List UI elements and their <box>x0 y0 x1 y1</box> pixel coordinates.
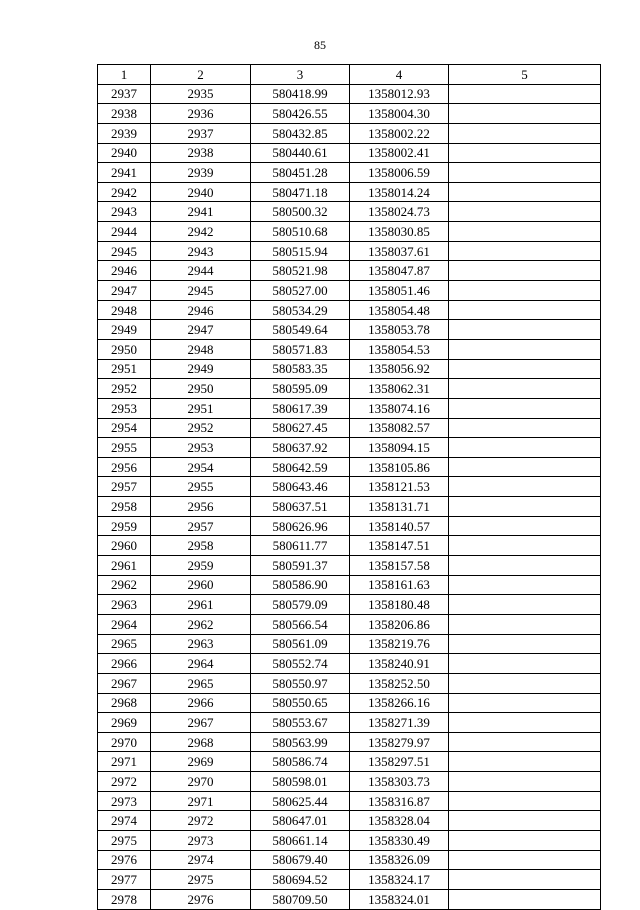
table-cell-col-3: 580694.52 <box>251 870 350 890</box>
table-cell-col-3: 580426.55 <box>251 104 350 124</box>
table-cell-col-2: 2962 <box>151 614 251 634</box>
table-body <box>98 84 601 909</box>
table-cell-col-1: 2958 <box>98 497 151 517</box>
table-cell-col-5 <box>449 202 601 222</box>
table-cell-col-4: 1358056.92 <box>350 359 449 379</box>
table-cell-col-3: 580586.90 <box>251 575 350 595</box>
table-cell-col-2: 2944 <box>151 261 251 281</box>
table-cell-col-4: 1358002.22 <box>350 123 449 143</box>
table-row <box>98 595 601 615</box>
table-row <box>98 536 601 556</box>
table-row <box>98 300 601 320</box>
table-cell-col-1: 2967 <box>98 673 151 693</box>
table-row <box>98 261 601 281</box>
table-cell-col-1: 2960 <box>98 536 151 556</box>
table-cell-col-4: 1358161.63 <box>350 575 449 595</box>
table-cell-col-1: 2968 <box>98 693 151 713</box>
table-cell-col-4: 1358002.41 <box>350 143 449 163</box>
table-cell-col-4: 1358006.59 <box>350 163 449 183</box>
table-cell-col-4: 1358303.73 <box>350 772 449 792</box>
table-cell-col-5 <box>449 732 601 752</box>
table-cell-col-5 <box>449 320 601 340</box>
table-cell-col-3: 580563.99 <box>251 732 350 752</box>
table-cell-col-2: 2946 <box>151 300 251 320</box>
table-cell-col-4: 1358074.16 <box>350 398 449 418</box>
coordinates-table <box>97 64 601 910</box>
table-cell-col-4: 1358328.04 <box>350 811 449 831</box>
table-row <box>98 556 601 576</box>
table-cell-col-3: 580595.09 <box>251 379 350 399</box>
table-cell-col-5 <box>449 556 601 576</box>
table-cell-col-3: 580611.77 <box>251 536 350 556</box>
column-header-4: 4 <box>350 65 449 85</box>
table-cell-col-1: 2964 <box>98 614 151 634</box>
table-cell-col-2: 2945 <box>151 281 251 301</box>
table-cell-col-3: 580432.85 <box>251 123 350 143</box>
table-row <box>98 516 601 536</box>
table-cell-col-2: 2967 <box>151 713 251 733</box>
table-cell-col-3: 580566.54 <box>251 614 350 634</box>
table-cell-col-5 <box>449 477 601 497</box>
table-cell-col-3: 580637.92 <box>251 438 350 458</box>
table-cell-col-1: 2955 <box>98 438 151 458</box>
table-cell-col-3: 580549.64 <box>251 320 350 340</box>
table-cell-col-3: 580550.97 <box>251 673 350 693</box>
table-cell-col-4: 1358316.87 <box>350 791 449 811</box>
table-cell-col-1: 2971 <box>98 752 151 772</box>
table-cell-col-2: 2937 <box>151 123 251 143</box>
table-cell-col-5 <box>449 104 601 124</box>
table-cell-col-5 <box>449 575 601 595</box>
table-cell-col-3: 580510.68 <box>251 222 350 242</box>
table-cell-col-2: 2961 <box>151 595 251 615</box>
table-cell-col-1: 2962 <box>98 575 151 595</box>
table-cell-col-3: 580647.01 <box>251 811 350 831</box>
table-row <box>98 497 601 517</box>
table-cell-col-5 <box>449 143 601 163</box>
table-cell-col-1: 2940 <box>98 143 151 163</box>
table-cell-col-5 <box>449 457 601 477</box>
table-cell-col-3: 580553.67 <box>251 713 350 733</box>
table-cell-col-3: 580440.61 <box>251 143 350 163</box>
table-row <box>98 870 601 890</box>
table-cell-col-4: 1358131.71 <box>350 497 449 517</box>
table-cell-col-3: 580643.46 <box>251 477 350 497</box>
table-row <box>98 693 601 713</box>
table-cell-col-1: 2973 <box>98 791 151 811</box>
table-cell-col-2: 2953 <box>151 438 251 458</box>
table-cell-col-2: 2957 <box>151 516 251 536</box>
table-cell-col-3: 580550.65 <box>251 693 350 713</box>
table-cell-col-4: 1358271.39 <box>350 713 449 733</box>
table-row <box>98 457 601 477</box>
table-cell-col-4: 1358014.24 <box>350 182 449 202</box>
table-row <box>98 477 601 497</box>
table-row <box>98 359 601 379</box>
table-cell-col-4: 1358240.91 <box>350 654 449 674</box>
table-cell-col-2: 2948 <box>151 339 251 359</box>
table-cell-col-2: 2954 <box>151 457 251 477</box>
table-row <box>98 143 601 163</box>
table-row <box>98 889 601 909</box>
table-cell-col-3: 580527.00 <box>251 281 350 301</box>
table-cell-col-5 <box>449 418 601 438</box>
table-row <box>98 850 601 870</box>
table-cell-col-1: 2963 <box>98 595 151 615</box>
table-cell-col-2: 2971 <box>151 791 251 811</box>
table-cell-col-3: 580515.94 <box>251 241 350 261</box>
table-cell-col-1: 2939 <box>98 123 151 143</box>
table-cell-col-4: 1358330.49 <box>350 830 449 850</box>
table-cell-col-3: 580583.35 <box>251 359 350 379</box>
table-cell-col-4: 1358094.15 <box>350 438 449 458</box>
table-row <box>98 438 601 458</box>
table-cell-col-3: 580571.83 <box>251 339 350 359</box>
table-cell-col-5 <box>449 281 601 301</box>
table-cell-col-3: 580451.28 <box>251 163 350 183</box>
table-cell-col-2: 2955 <box>151 477 251 497</box>
table-cell-col-4: 1358324.17 <box>350 870 449 890</box>
table-cell-col-4: 1358047.87 <box>350 261 449 281</box>
table-cell-col-1: 2951 <box>98 359 151 379</box>
table-header-row <box>98 65 601 85</box>
table-row <box>98 123 601 143</box>
table-cell-col-2: 2956 <box>151 497 251 517</box>
table-row <box>98 202 601 222</box>
table-cell-col-4: 1358012.93 <box>350 84 449 104</box>
column-header-1: 1 <box>98 65 151 85</box>
table-cell-col-2: 2969 <box>151 752 251 772</box>
table-cell-col-3: 580591.37 <box>251 556 350 576</box>
table-row <box>98 182 601 202</box>
table-row <box>98 752 601 772</box>
table-row <box>98 634 601 654</box>
table-cell-col-5 <box>449 752 601 772</box>
table-cell-col-1: 2957 <box>98 477 151 497</box>
table-cell-col-5 <box>449 398 601 418</box>
table-cell-col-1: 2961 <box>98 556 151 576</box>
table-cell-col-3: 580598.01 <box>251 772 350 792</box>
table-cell-col-5 <box>449 772 601 792</box>
table-cell-col-3: 580521.98 <box>251 261 350 281</box>
table-cell-col-1: 2965 <box>98 634 151 654</box>
table-cell-col-4: 1358121.53 <box>350 477 449 497</box>
table-row <box>98 732 601 752</box>
table-row <box>98 713 601 733</box>
table-cell-col-2: 2939 <box>151 163 251 183</box>
table-cell-col-4: 1358266.16 <box>350 693 449 713</box>
table-row <box>98 575 601 595</box>
table-cell-col-2: 2950 <box>151 379 251 399</box>
table-cell-col-1: 2956 <box>98 457 151 477</box>
table-cell-col-1: 2948 <box>98 300 151 320</box>
page-number: 85 <box>314 38 326 52</box>
table-row <box>98 654 601 674</box>
table-cell-col-5 <box>449 614 601 634</box>
table-cell-col-1: 2944 <box>98 222 151 242</box>
table-cell-col-2: 2947 <box>151 320 251 340</box>
table-row <box>98 222 601 242</box>
table-cell-col-3: 580471.18 <box>251 182 350 202</box>
table-cell-col-5 <box>449 811 601 831</box>
table-cell-col-1: 2952 <box>98 379 151 399</box>
table-row <box>98 614 601 634</box>
table-cell-col-2: 2938 <box>151 143 251 163</box>
table-cell-col-5 <box>449 516 601 536</box>
table-cell-col-4: 1358054.53 <box>350 339 449 359</box>
table-cell-col-2: 2952 <box>151 418 251 438</box>
table-cell-col-5 <box>449 654 601 674</box>
table-row <box>98 241 601 261</box>
table-cell-col-4: 1358219.76 <box>350 634 449 654</box>
table-cell-col-1: 2949 <box>98 320 151 340</box>
table-cell-col-5 <box>449 791 601 811</box>
table-cell-col-1: 2976 <box>98 850 151 870</box>
table-cell-col-2: 2970 <box>151 772 251 792</box>
table-cell-col-3: 580579.09 <box>251 595 350 615</box>
table-cell-col-1: 2970 <box>98 732 151 752</box>
table-cell-col-2: 2949 <box>151 359 251 379</box>
table-cell-col-4: 1358140.57 <box>350 516 449 536</box>
table-cell-col-3: 580561.09 <box>251 634 350 654</box>
table-row <box>98 791 601 811</box>
table-cell-col-4: 1358157.58 <box>350 556 449 576</box>
table-cell-col-2: 2960 <box>151 575 251 595</box>
table-cell-col-3: 580627.45 <box>251 418 350 438</box>
table-cell-col-2: 2968 <box>151 732 251 752</box>
table-row <box>98 379 601 399</box>
table-cell-col-2: 2972 <box>151 811 251 831</box>
table-cell-col-2: 2951 <box>151 398 251 418</box>
table-cell-col-1: 2978 <box>98 889 151 909</box>
table-cell-col-5 <box>449 889 601 909</box>
table-cell-col-5 <box>449 339 601 359</box>
table-cell-col-5 <box>449 497 601 517</box>
table-row <box>98 772 601 792</box>
table-cell-col-2: 2943 <box>151 241 251 261</box>
table-row <box>98 320 601 340</box>
table-cell-col-2: 2935 <box>151 84 251 104</box>
table-cell-col-4: 1358004.30 <box>350 104 449 124</box>
table-cell-col-5 <box>449 222 601 242</box>
table-cell-col-1: 2941 <box>98 163 151 183</box>
table-cell-col-5 <box>449 595 601 615</box>
table-cell-col-3: 580534.29 <box>251 300 350 320</box>
table-row <box>98 281 601 301</box>
table-cell-col-2: 2963 <box>151 634 251 654</box>
table-cell-col-5 <box>449 870 601 890</box>
table-cell-col-4: 1358252.50 <box>350 673 449 693</box>
table-cell-col-5 <box>449 693 601 713</box>
table-cell-col-5 <box>449 713 601 733</box>
table-cell-col-1: 2947 <box>98 281 151 301</box>
table-cell-col-5 <box>449 438 601 458</box>
table-cell-col-1: 2946 <box>98 261 151 281</box>
table-cell-col-3: 580642.59 <box>251 457 350 477</box>
table-cell-col-1: 2945 <box>98 241 151 261</box>
table-cell-col-1: 2972 <box>98 772 151 792</box>
table-cell-col-1: 2937 <box>98 84 151 104</box>
table-row <box>98 673 601 693</box>
table-cell-col-4: 1358206.86 <box>350 614 449 634</box>
table-cell-col-3: 580679.40 <box>251 850 350 870</box>
table-cell-col-1: 2950 <box>98 339 151 359</box>
table-cell-col-4: 1358062.31 <box>350 379 449 399</box>
table-cell-col-4: 1358297.51 <box>350 752 449 772</box>
table-cell-col-3: 580586.74 <box>251 752 350 772</box>
table-cell-col-5 <box>449 850 601 870</box>
table-cell-col-2: 2942 <box>151 222 251 242</box>
table-cell-col-3: 580500.32 <box>251 202 350 222</box>
table-cell-col-3: 580626.96 <box>251 516 350 536</box>
table-cell-col-4: 1358279.97 <box>350 732 449 752</box>
table-cell-col-5 <box>449 830 601 850</box>
table-cell-col-1: 2938 <box>98 104 151 124</box>
table-cell-col-1: 2969 <box>98 713 151 733</box>
table-cell-col-4: 1358326.09 <box>350 850 449 870</box>
table-row <box>98 104 601 124</box>
table-row <box>98 830 601 850</box>
table-cell-col-4: 1358051.46 <box>350 281 449 301</box>
table-cell-col-5 <box>449 123 601 143</box>
column-header-2: 2 <box>151 65 251 85</box>
table-cell-col-5 <box>449 261 601 281</box>
table-cell-col-5 <box>449 182 601 202</box>
table-cell-col-4: 1358037.61 <box>350 241 449 261</box>
table-cell-col-2: 2974 <box>151 850 251 870</box>
table-cell-col-2: 2936 <box>151 104 251 124</box>
table-cell-col-3: 580617.39 <box>251 398 350 418</box>
table-cell-col-2: 2940 <box>151 182 251 202</box>
table-cell-col-2: 2976 <box>151 889 251 909</box>
table-cell-col-1: 2954 <box>98 418 151 438</box>
table-cell-col-2: 2973 <box>151 830 251 850</box>
column-header-5: 5 <box>449 65 601 85</box>
table-cell-col-5 <box>449 673 601 693</box>
table-row <box>98 811 601 831</box>
table-row <box>98 398 601 418</box>
table-cell-col-2: 2964 <box>151 654 251 674</box>
table-cell-col-3: 580552.74 <box>251 654 350 674</box>
column-header-3: 3 <box>251 65 350 85</box>
table-cell-col-5 <box>449 241 601 261</box>
table-cell-col-5 <box>449 84 601 104</box>
table-cell-col-4: 1358324.01 <box>350 889 449 909</box>
table-cell-col-4: 1358054.48 <box>350 300 449 320</box>
table-cell-col-5 <box>449 634 601 654</box>
table-cell-col-4: 1358024.73 <box>350 202 449 222</box>
table-cell-col-3: 580661.14 <box>251 830 350 850</box>
table-cell-col-5 <box>449 359 601 379</box>
table-row <box>98 84 601 104</box>
table-cell-col-2: 2941 <box>151 202 251 222</box>
table-cell-col-1: 2975 <box>98 830 151 850</box>
table-cell-col-1: 2943 <box>98 202 151 222</box>
table-cell-col-2: 2958 <box>151 536 251 556</box>
table-cell-col-1: 2977 <box>98 870 151 890</box>
table-cell-col-2: 2966 <box>151 693 251 713</box>
table-cell-col-5 <box>449 300 601 320</box>
table-cell-col-1: 2974 <box>98 811 151 831</box>
table-cell-col-3: 580709.50 <box>251 889 350 909</box>
table-cell-col-5 <box>449 536 601 556</box>
table-cell-col-1: 2959 <box>98 516 151 536</box>
table-cell-col-4: 1358147.51 <box>350 536 449 556</box>
table-cell-col-4: 1358053.78 <box>350 320 449 340</box>
table-cell-col-2: 2959 <box>151 556 251 576</box>
table-cell-col-3: 580637.51 <box>251 497 350 517</box>
table-cell-col-3: 580418.99 <box>251 84 350 104</box>
table-cell-col-5 <box>449 163 601 183</box>
table-row <box>98 339 601 359</box>
table-cell-col-4: 1358030.85 <box>350 222 449 242</box>
table-row <box>98 163 601 183</box>
table-cell-col-1: 2953 <box>98 398 151 418</box>
table-cell-col-5 <box>449 379 601 399</box>
table-cell-col-4: 1358082.57 <box>350 418 449 438</box>
table-cell-col-2: 2975 <box>151 870 251 890</box>
table-cell-col-1: 2966 <box>98 654 151 674</box>
table-cell-col-3: 580625.44 <box>251 791 350 811</box>
table-row <box>98 418 601 438</box>
table-cell-col-1: 2942 <box>98 182 151 202</box>
table-cell-col-4: 1358180.48 <box>350 595 449 615</box>
table-cell-col-2: 2965 <box>151 673 251 693</box>
table-cell-col-4: 1358105.86 <box>350 457 449 477</box>
